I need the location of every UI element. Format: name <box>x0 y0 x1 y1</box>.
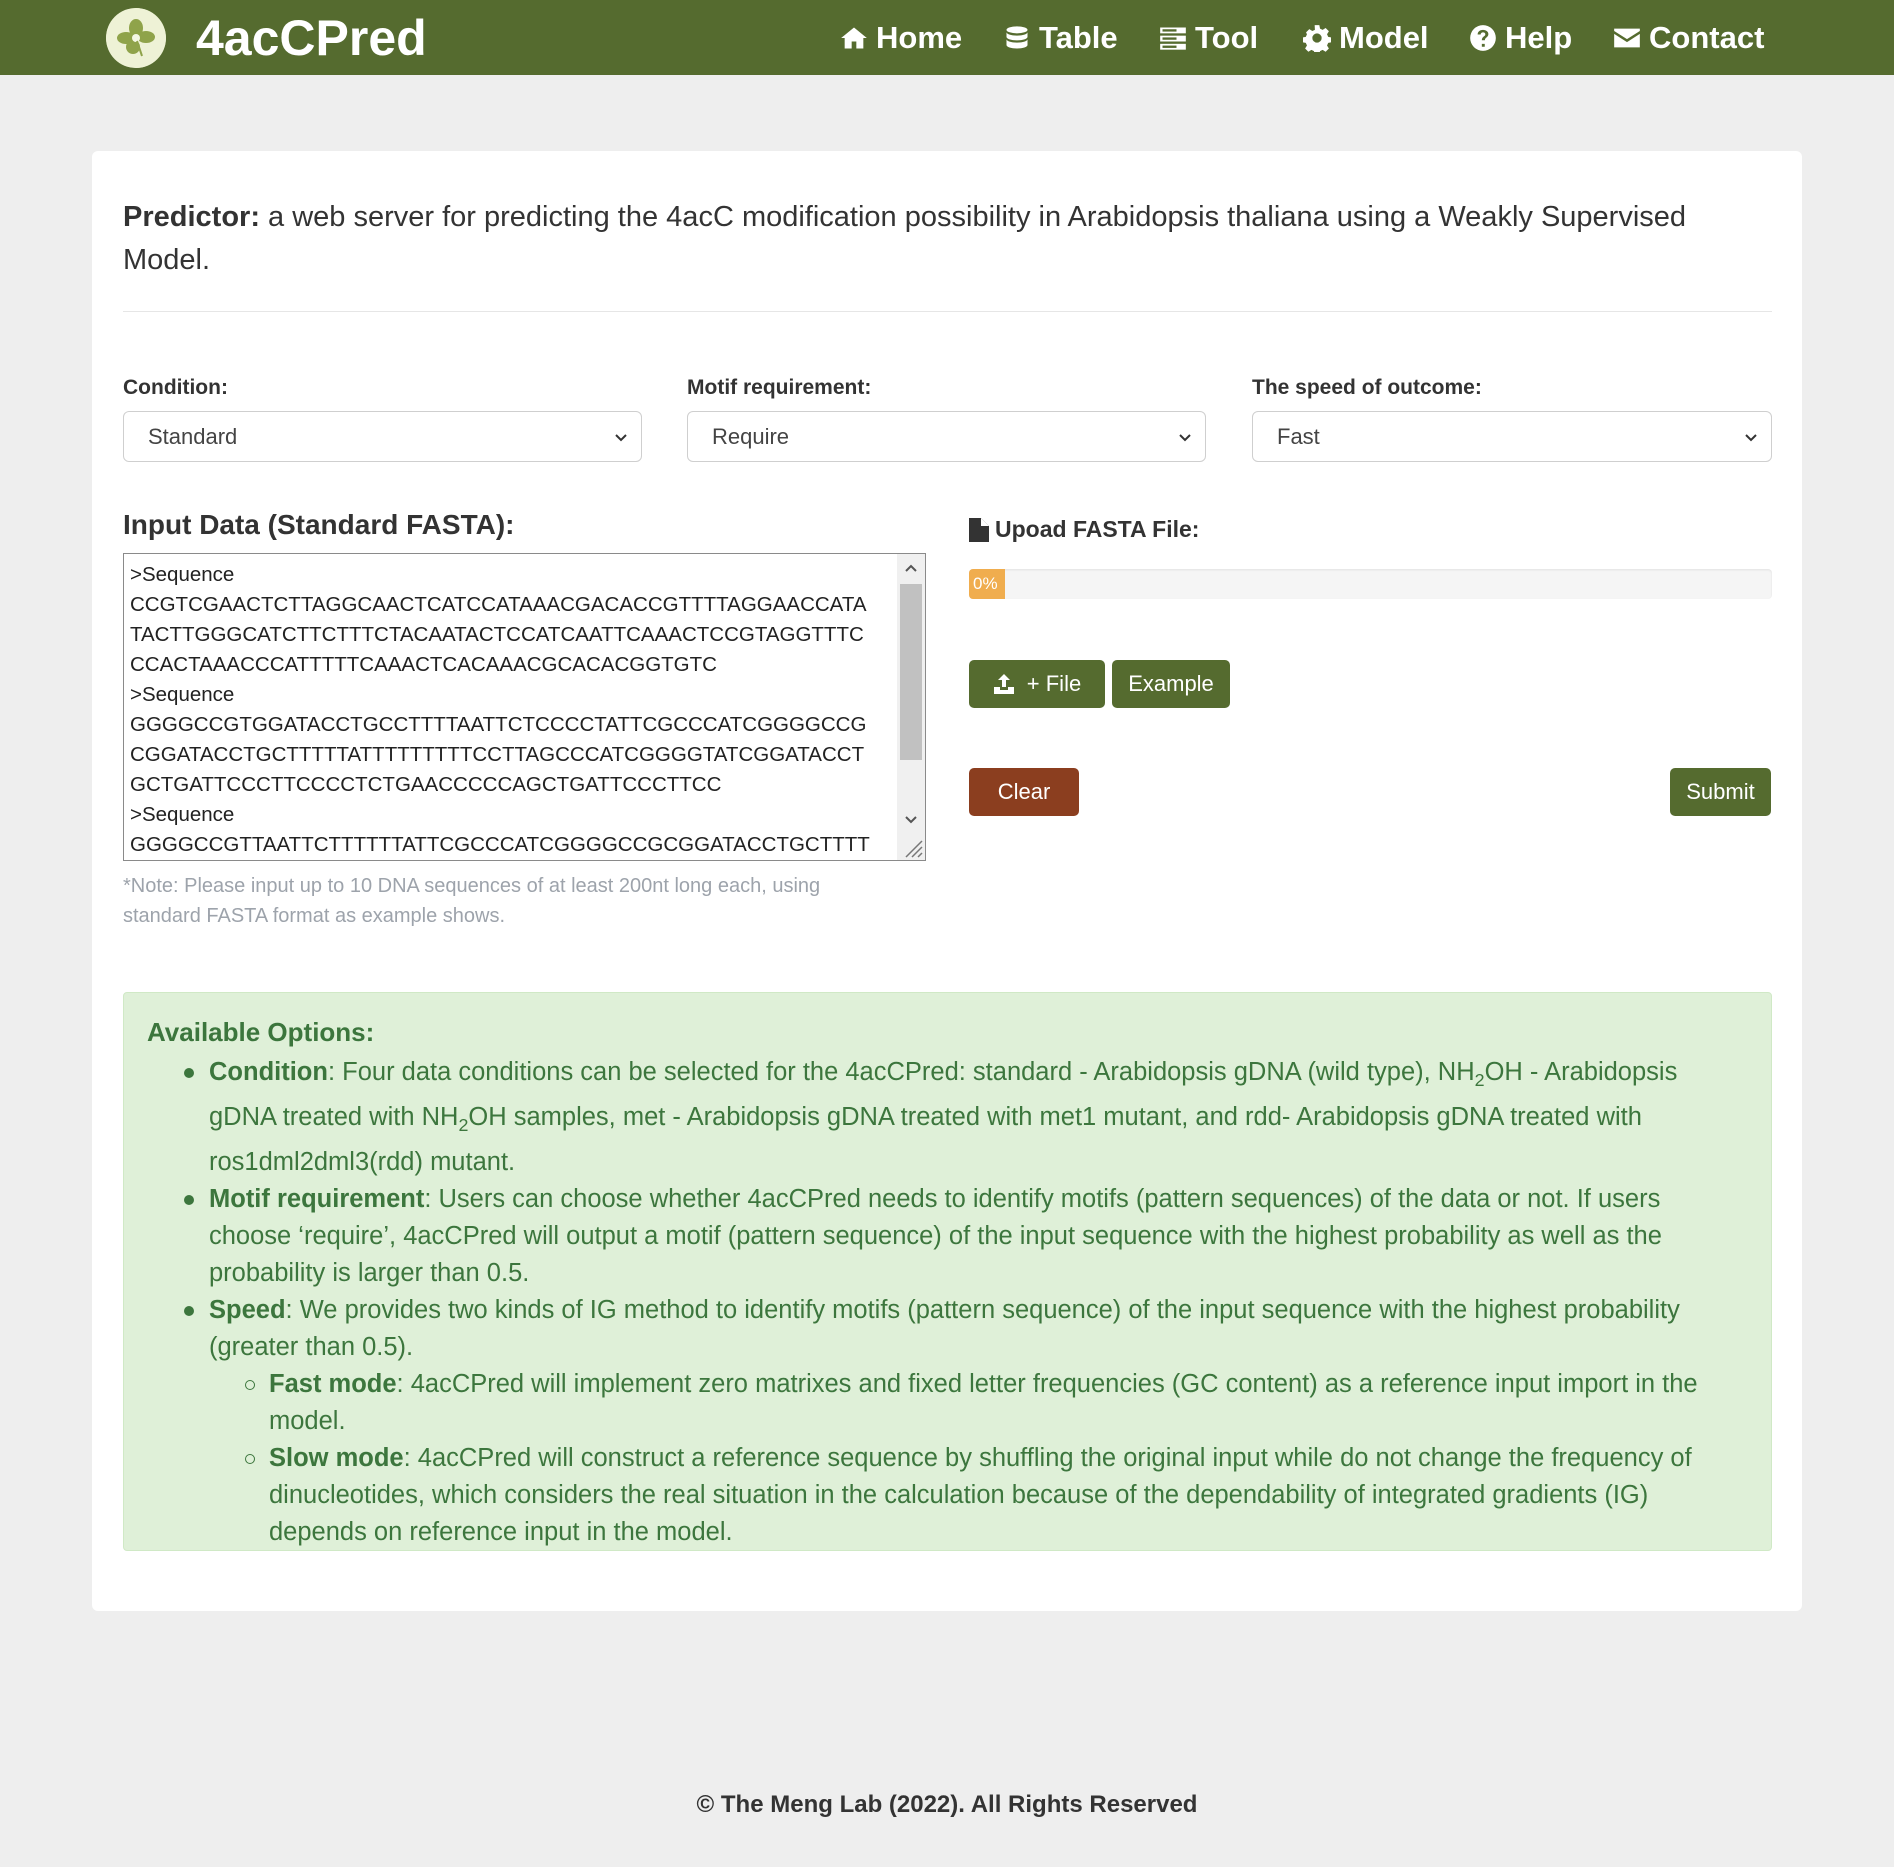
available-options-panel <box>123 992 1772 1551</box>
option-fast-term: Fast mode <box>269 1370 397 1398</box>
option-slow-text: : 4acCPred will construct a reference sequence by shuffling the original input while do not change the frequency of dinucleotides, which considers the real situation in the calculation because of the dependability of integrated gradients (IG) depends on reference input in the model. <box>269 1444 1692 1546</box>
example-button[interactable] <box>1112 660 1230 708</box>
chevron-down-icon <box>613 429 629 445</box>
resize-grip-icon[interactable] <box>901 836 923 858</box>
subscript-2: 2 <box>458 1115 469 1135</box>
navbar <box>0 0 1894 75</box>
option-slow-term: Slow mode <box>269 1444 404 1472</box>
upload-label <box>969 516 1199 543</box>
add-file-button[interactable] <box>969 660 1105 708</box>
footer-copyright: © The Meng Lab (2022). All Rights Reserved <box>696 1791 1198 1818</box>
nav-tool[interactable] <box>1159 14 1258 62</box>
motif-value: Require <box>712 423 790 449</box>
submit-button[interactable] <box>1670 768 1771 816</box>
option-speed-text: : We provides two kinds of IG method to identify motifs (pattern sequence) of the input sequence with the highest probability (greater than 0.5). <box>209 1296 1680 1361</box>
option-condition <box>184 1054 1739 1181</box>
nav-table[interactable] <box>1003 14 1118 62</box>
chevron-down-icon <box>1743 429 1759 445</box>
example-label: Example <box>1128 671 1214 696</box>
option-motif-term: Motif requirement <box>209 1185 425 1213</box>
speed-label: The speed of outcome: <box>1252 376 1482 399</box>
nav-help[interactable] <box>1469 14 1572 62</box>
option-motif <box>184 1181 1739 1292</box>
add-file-label: + File <box>1026 671 1082 696</box>
speed-value: Fast <box>1277 423 1320 449</box>
progress-fill: 0% <box>969 569 1005 599</box>
input-data-label: Input Data (Standard FASTA): <box>123 509 515 540</box>
condition-label: Condition: <box>123 376 228 399</box>
condition-value: Standard <box>148 423 238 449</box>
options-list <box>184 1054 1739 1551</box>
upload-icon <box>993 673 1015 695</box>
nav-home-label: Home <box>876 20 963 55</box>
gear-icon <box>1303 24 1331 52</box>
nav-contact-label: Contact <box>1649 20 1765 55</box>
upload-label-text: Upoad FASTA File: <box>995 516 1200 542</box>
brand-title[interactable]: 4acCPred <box>196 10 427 66</box>
motif-select[interactable] <box>687 411 1206 462</box>
envelope-icon <box>1613 24 1641 52</box>
options-title: Available Options: <box>147 1017 375 1047</box>
sequence-text: >Sequence CCGTCGAACTCTTAGGCAACTCATCCATAAACGACACCGTTTTAGGAACCATA TACTTGGGCATCTTCTTTCTACAATACTCCATCAATTCAAACTCCGTAGGTTTC CCACTAAACCCATTTTTCAAACTCACAAACGCACACGGTGTC >Sequence GGGGCCGTGGATACCTGCCTTTTAATTCTCCCCTATTCGCCCATCGGGGCCG CGGATACCTGCTTTTTATTTTTTTTTCCTTAGCCCATCGGGGTATCGGATACCT GCTGATTCCCTTCCCCTCTGAACCCCCAGCTGATTCCCTTCC >Sequence GGGGCCGTTAATTCTTTTTTATTCGCCCATCGGGGCCGCGGATACCTGCTTTT <box>130 563 870 856</box>
flower-icon[interactable] <box>106 8 166 68</box>
condition-select[interactable] <box>123 411 642 462</box>
server-icon <box>1159 24 1187 52</box>
clear-label: Clear <box>997 779 1051 804</box>
input-note: *Note: Please input up to 10 DNA sequences of at least 200nt long each, using standard FASTA format as example shows. <box>123 875 821 927</box>
option-condition-text-1: : Four data conditions can be selected for the 4acCPred: standard - Arabidopsis gDNA (wild type), NH <box>327 1058 1475 1086</box>
nav-contact[interactable] <box>1613 14 1764 62</box>
option-condition-text-3: OH samples, met - Arabidopsis gDNA treated with met1 mutant, and rdd- Arabidopsis gDNA treated with ros1dml2dml3(rdd) mutant. <box>209 1103 1642 1176</box>
option-condition-term: Condition <box>209 1058 328 1086</box>
nav-model[interactable] <box>1303 14 1429 62</box>
nav-home[interactable] <box>840 14 962 62</box>
motif-label: Motif requirement: <box>687 376 872 399</box>
intro-text <box>123 196 1773 282</box>
home-icon <box>840 24 868 52</box>
nav-table-label: Table <box>1039 20 1118 55</box>
subscript-2: 2 <box>1474 1070 1485 1090</box>
scroll-thumb[interactable] <box>900 584 922 760</box>
scroll-up-icon[interactable] <box>904 562 918 576</box>
intro-bold: Predictor: <box>123 201 260 233</box>
nav-tool-label: Tool <box>1195 20 1259 55</box>
question-circle-icon <box>1469 24 1497 52</box>
nav-help-label: Help <box>1505 20 1573 55</box>
speed-select[interactable] <box>1252 411 1772 462</box>
sequence-textarea[interactable] <box>123 553 926 861</box>
file-icon <box>969 518 989 542</box>
option-speed-term: Speed <box>209 1296 286 1324</box>
database-icon <box>1003 24 1031 52</box>
option-fast-mode <box>184 1366 1739 1440</box>
divider <box>123 311 1772 312</box>
chevron-down-icon <box>1177 429 1193 445</box>
nav-model-label: Model <box>1339 20 1429 55</box>
option-motif-text: : Users can choose whether 4acCPred needs to identify motifs (pattern sequences) of the data or not. If users choose ‘require’, 4acCPred will output a motif (pattern sequence) of the input sequence with the highest probability as well as the probability is larger than 0.5. <box>209 1185 1662 1287</box>
intro-description: a web server for predicting the 4acC modification possibility in Arabidopsis thaliana using a Weakly Supervised Model. <box>123 201 1687 276</box>
scroll-down-icon[interactable] <box>904 812 918 826</box>
clear-button[interactable] <box>969 768 1079 816</box>
textarea-scrollbar[interactable] <box>897 554 925 860</box>
upload-progress <box>969 569 1772 599</box>
option-slow-mode <box>184 1440 1739 1551</box>
option-condition-text-2: OH - Arabidopsis gDNA treated with NH <box>209 1058 1678 1131</box>
option-speed <box>184 1292 1739 1366</box>
submit-label: Submit <box>1686 779 1755 804</box>
option-fast-text: : 4acCPred will implement zero matrixes and fixed letter frequencies (GC content) as a reference input import in the model. <box>269 1370 1698 1435</box>
